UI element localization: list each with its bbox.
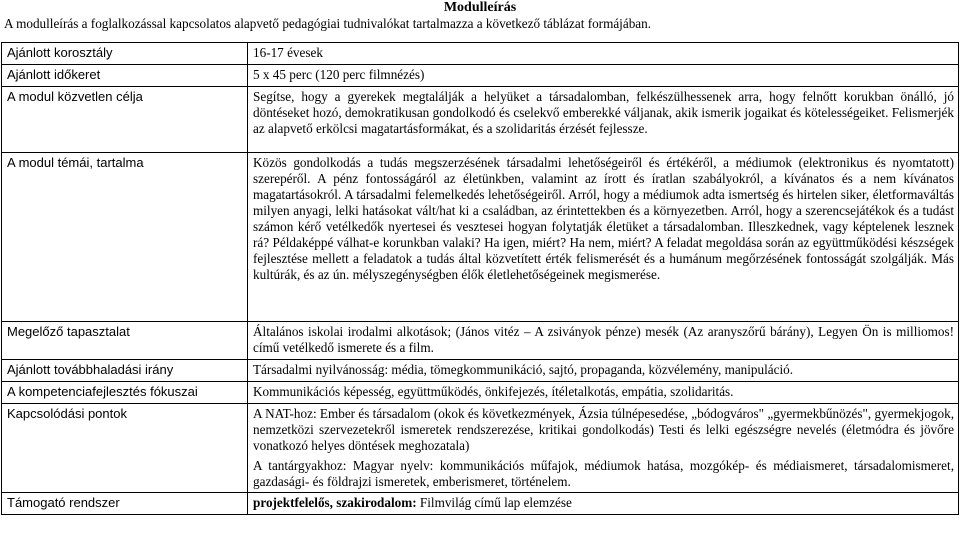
row-label-prev: Megelőző tapasztalat: [2, 322, 248, 360]
row-label-comp: A kompetenciafejlesztés fókuszai: [2, 382, 248, 404]
row-value-topics: Közös gondolkodás a tudás megszerzésének társadalmi lehetőségeiről és értékéről, a médiumok (elektronikus és nyomtatott) szerepéről. A pénz fontosságáról az életünkben, valamint az írott és íratlan szabályokról, a kívánatos és a nem kívánatos magatartásokról. A társadalmi felemelkedés lehetőségeiről. Arról, hogy a médiumok adta ismertség és hirtelen siker, életformaváltás milyen anyagi, lelki hatásokat vált/hat ki a családban, az érintettekben és a környezetben. Arról, hogy a szerencsejátékok és a tudást számon kérő vetélkedők nyertesei és vesztesei hogyan folytatják életüket a társadalomban. Illeszkednek, vagy képtelenek lesznek rá? Példaképpé válhat-e korunkban valaki? Ha igen, miért? Ha nem, miért? A feladat megoldása során az együttműködési készségek fejlesztése mellett a feladatok a tudás által közvetített érték felismerését és a humánum megőrzésének fontosságát szolgálják. Más kultúrák, és az ún. mélyszegénységben élők életlehetőségeinek megismerése.: [248, 153, 959, 322]
row-value-support: [248, 493, 959, 515]
table-row: [2, 43, 959, 65]
table-row: [2, 65, 959, 87]
row-value-comp: Kommunikációs képesség, együttműködés, önkifejezés, ítéletalkotás, empátia, szolidaritás.: [248, 382, 959, 404]
module-table: [1, 42, 959, 515]
table-row: [2, 493, 959, 515]
row-value-time: 5 x 45 perc (120 perc filmnézés): [248, 65, 959, 87]
table-row: [2, 360, 959, 382]
support-bold-text: projektfelelős, szakirodalom:: [253, 495, 417, 510]
table-row: [2, 382, 959, 404]
row-label-goal: A modul közvetlen célja: [2, 87, 248, 153]
document-title: Modulleírás: [443, 0, 517, 15]
table-row: [2, 322, 959, 360]
row-label-next: Ajánlott továbbhaladási irány: [2, 360, 248, 382]
row-label-age: Ajánlott korosztály: [2, 43, 248, 65]
row-value-links: [248, 404, 959, 493]
row-label-topics: A modul témái, tartalma: [2, 153, 248, 322]
table-row: [2, 87, 959, 153]
row-value-prev: Általános iskolai irodalmi alkotások; (János vitéz – A zsiványok pénze) mesék (Az aranyszőrű bárány), Legyen Ön is milliomos! című vetélkedő ismerete és a film.: [248, 322, 959, 360]
links-subjects-paragraph: A tantárgyakhoz: Magyar nyelv: kommunikációs műfajok, médiumok hatása, mozgókép- és médiaismeret, társadalomismeret, gazdasági- és földrajzi ismeretek, emberismeret, történelem.: [253, 458, 954, 489]
row-label-time: Ajánlott időkeret: [2, 65, 248, 87]
row-value-goal: Segítse, hogy a gyerekek megtalálják a helyüket a társadalomban, felkészülhessenek arra, hogy felnőtt korukban önálló, jó döntéseket hozó, demokratikusan gondolkodó és cselekvő emberekké váljanak, akik ismerik jogaikat és kötelességeiket. Felismerjék az alapvető erkölcsi magatartásformákat, és a szolidaritás érzését fejlessze.: [248, 87, 959, 153]
support-text: Filmvilág című lap elemzése: [416, 495, 572, 510]
links-nat-paragraph: A NAT-hoz: Ember és társadalom (okok és következmények, Ázsia túlnépesedése, „bódogváros" „gyermekbűnözés", gyermekjogok, nemzetközi szervezetekről ismeretek rendszerezése, kritikai gondolkodás) Testi és lelki egészségre nevelés (életmódra és jövőre vonatkozó helyes döntések meghozatala): [253, 406, 954, 453]
row-value-age: 16-17 évesek: [248, 43, 959, 65]
row-label-links: Kapcsolódási pontok: [2, 404, 248, 493]
document-intro: A modulleírás a foglalkozással kapcsolatos alapvető pedagógiai tudnivalókat tartalmazza a következő táblázat formájában.: [4, 16, 652, 31]
row-value-next: Társadalmi nyilvánosság: média, tömegkommunikáció, sajtó, propaganda, közvélemény, manipuláció.: [248, 360, 959, 382]
table-row: [2, 153, 959, 322]
row-label-support: Támogató rendszer: [2, 493, 248, 515]
table-row: [2, 404, 959, 493]
